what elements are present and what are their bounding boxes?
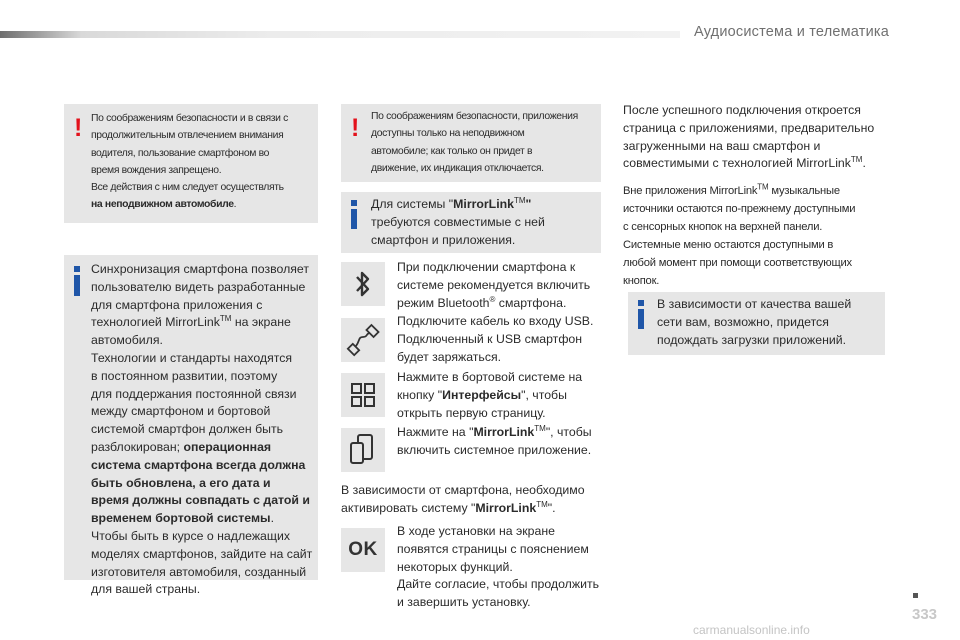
ok-label: OK (348, 539, 378, 560)
bluetooth-icon (341, 262, 385, 306)
mirrorlink-phone-icon (341, 428, 385, 472)
activate-text: В зависимости от смартфона, необходимо активировать систему "MirrorLink™". (341, 483, 585, 515)
step-bluetooth-text: При подключении смартфона к системе рекомендуется включить режим Bluetooth® смартфона. (397, 260, 591, 310)
info-icon (74, 275, 80, 296)
step-mirrorlink-text: Нажмите на "MirrorLink™", чтобы включить системное приложение. (397, 423, 592, 457)
warning-exclamation-icon: ! (74, 114, 83, 142)
info-icon (351, 209, 357, 229)
warning-exclamation-icon: ! (351, 114, 360, 142)
usb-cable-icon (341, 318, 385, 362)
info-box-network (628, 292, 885, 355)
step-usb-text: Подключите кабель ко входу USB. Подключенный к USB смартфон будет заряжаться. (397, 314, 594, 364)
watermark: carmanualsonline.info (693, 623, 810, 637)
step-menu-text: Нажмите в бортовой системе на кнопку "Интерфейсы", чтобы открыть первую страницу. (397, 370, 583, 420)
warning-box-driving (64, 104, 318, 223)
interfaces-grid-icon (341, 373, 385, 417)
info-network-text: В зависимости от качества вашей сети вам, возможно, придется подождать загрузки приложений. (657, 297, 852, 347)
section-title: Аудиосистема и телематика (694, 24, 890, 40)
info-mirrorlink-text: Для системы "MirrorLink™" требуются совместимые с ней смартфон и приложения. (371, 195, 545, 247)
ok-button-icon (341, 528, 385, 572)
info-box-mirrorlink (341, 192, 601, 253)
header-gradient-bar (0, 31, 680, 38)
info-icon (638, 309, 644, 329)
info-sync-text: Синхронизация смартфона позволяет пользователю видеть разработанные для смартфона приложения с технологией MirrorLink™ на экране автомобиля. Технологии и стандарты находятся в постоянном развитии, поэтому для поддержания постоянной связи между смартфоном и бортовой системой смартфон должен быть разблокирован; операционная система смартфона всегда должна быть обновлена, а его дата и время должны совпадать с датой и временем бортовой системы. Чтобы быть в курсе о надлежащих моделях смартфонов, зайдите на сайт изготовителя автомобиля, созданный для вашей страны. (91, 262, 313, 597)
info-box-sync (64, 255, 318, 597)
page-marker (913, 593, 918, 598)
page-number: 333 (912, 606, 938, 623)
warning-apps-text: По соображениям безопасности, приложения доступны только на неподвижном автомобиле; как только он придет в движение, их индикация отключается. (371, 111, 578, 174)
warning-text: По соображениям безопасности и в связи с продолжительным отвлечением внимания водителя, пользование смартфоном во время вождения запрещено. Все действия с ним следует осуществлять на неподвижном автомобиле. (91, 113, 288, 211)
step-ok-text: В ходе установки на экране появятся страницы с пояснением некоторых функций. Дайте согласие, чтобы продолжить и завершить установку. (397, 524, 599, 610)
right-column-text: После успешного подключения откроется страница с приложениями, предварительно загруженными на ваш смартфон и совместимыми с технологией MirrorLink™. Вне приложения MirrorLink™ музыкальные источники остаются по-прежнему доступными с сенсорных кнопок на верхней панели. Системные меню остаются доступными в любой момент при помощи соответствующих кнопок. (623, 103, 875, 288)
warning-box-apps (341, 104, 601, 182)
